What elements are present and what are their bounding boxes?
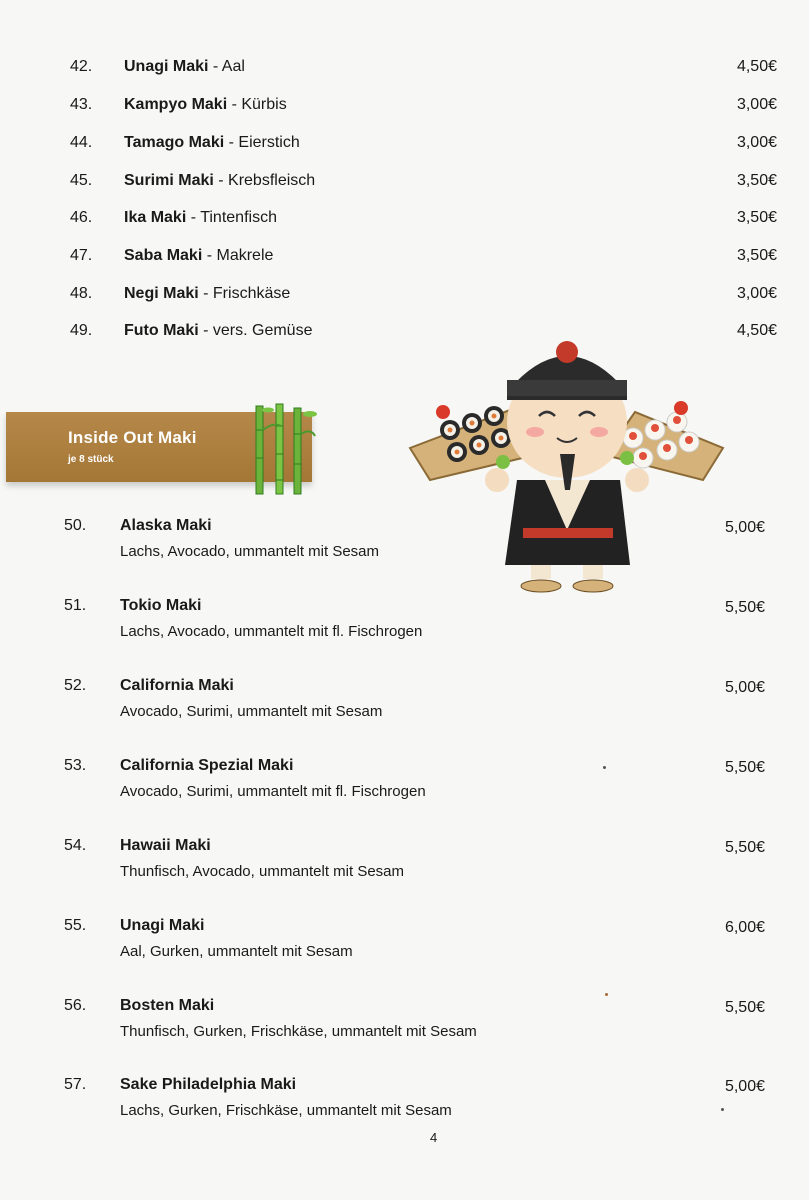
menu-item-row xyxy=(0,837,809,889)
menu-item-row xyxy=(0,93,809,117)
item-name: Unagi Maki xyxy=(120,917,205,934)
item-number: 48. xyxy=(70,285,93,302)
item-number: 47. xyxy=(70,247,93,264)
item-price: 5,00€ xyxy=(724,679,765,696)
item-title xyxy=(124,131,300,155)
item-description: Aal, Gurken, ummantelt mit Sesam xyxy=(120,943,353,960)
item-number: 51. xyxy=(64,597,87,614)
item-number: 49. xyxy=(70,322,93,339)
item-title xyxy=(124,169,315,193)
item-price: 6,00€ xyxy=(724,919,765,936)
item-description: Lachs, Avocado, ummantelt mit Sesam xyxy=(120,543,380,560)
item-price: 5,50€ xyxy=(724,599,765,616)
item-description: - Aal xyxy=(208,58,245,75)
item-price: 5,50€ xyxy=(724,839,765,856)
item-price: 4,50€ xyxy=(736,322,777,339)
item-name: Negi Maki xyxy=(124,285,199,302)
item-title xyxy=(124,319,312,343)
item-description: - Kürbis xyxy=(227,96,287,113)
item-number: 53. xyxy=(64,757,87,774)
item-number: 45. xyxy=(70,172,93,189)
menu-item-row xyxy=(0,597,809,649)
paper-speck xyxy=(605,993,608,996)
item-name: Alaska Maki xyxy=(120,517,212,534)
item-price: 3,00€ xyxy=(736,96,777,113)
item-name: Tamago Maki xyxy=(124,134,225,151)
item-number: 56. xyxy=(64,997,87,1014)
item-title xyxy=(124,55,245,79)
item-number: 50. xyxy=(64,517,87,534)
menu-item-row xyxy=(0,517,809,569)
item-description: - Krebsfleisch xyxy=(213,172,316,189)
item-price: 3,00€ xyxy=(736,285,777,302)
item-description: Lachs, Avocado, ummantelt mit fl. Fischrogen xyxy=(120,623,423,640)
item-name: California Maki xyxy=(120,677,234,694)
item-name: Futo Maki xyxy=(124,322,199,339)
item-number: 54. xyxy=(64,837,87,854)
item-name: Hawaii Maki xyxy=(120,837,211,854)
item-name: Unagi Maki xyxy=(124,58,209,75)
section-title: Inside Out Maki xyxy=(68,428,197,447)
item-title xyxy=(124,206,277,230)
menu-item-row xyxy=(0,917,809,969)
item-description: Thunfisch, Avocado, ummantelt mit Sesam xyxy=(120,863,405,880)
menu-item-row xyxy=(0,206,809,230)
paper-speck xyxy=(721,1108,724,1111)
bamboo-icon xyxy=(248,402,318,496)
menu-item-row xyxy=(0,997,809,1049)
item-price: 3,50€ xyxy=(736,172,777,189)
item-number: 44. xyxy=(70,134,93,151)
menu-item-row xyxy=(0,55,809,79)
item-price: 3,50€ xyxy=(736,247,777,264)
item-price: 5,50€ xyxy=(724,999,765,1016)
item-title xyxy=(124,282,290,306)
item-description: Thunfisch, Gurken, Frischkäse, ummantelt mit Sesam xyxy=(120,1023,477,1040)
item-description: - Eierstich xyxy=(224,134,300,151)
item-description: Avocado, Surimi, ummantelt mit fl. Fischrogen xyxy=(120,783,426,800)
item-name: Sake Philadelphia Maki xyxy=(120,1076,297,1093)
page-number: 4 xyxy=(430,1130,438,1145)
item-description: - Frischkäse xyxy=(198,285,291,302)
item-description: - Tintenfisch xyxy=(186,209,277,226)
item-name: Kampyo Maki xyxy=(124,96,228,113)
item-number: 55. xyxy=(64,917,87,934)
menu-item-row xyxy=(0,757,809,809)
item-description: - vers. Gemüse xyxy=(198,322,313,339)
item-description: - Makrele xyxy=(202,247,274,264)
section-subtitle: je 8 stück xyxy=(68,454,114,465)
item-number: 42. xyxy=(70,58,93,75)
item-name: Bosten Maki xyxy=(120,997,215,1014)
item-price: 5,00€ xyxy=(724,1078,765,1095)
menu-item-row xyxy=(0,282,809,306)
item-description: Lachs, Gurken, Frischkäse, ummantelt mit Sesam xyxy=(120,1102,452,1119)
item-name: Saba Maki xyxy=(124,247,203,264)
paper-speck xyxy=(603,766,606,769)
item-name: Surimi Maki xyxy=(124,172,214,189)
item-price: 3,50€ xyxy=(736,209,777,226)
item-description: Avocado, Surimi, ummantelt mit Sesam xyxy=(120,703,383,720)
item-number: 46. xyxy=(70,209,93,226)
menu-item-row xyxy=(0,1076,809,1128)
menu-item-row xyxy=(0,677,809,729)
menu-item-row xyxy=(0,244,809,268)
item-number: 57. xyxy=(64,1076,87,1093)
item-number: 43. xyxy=(70,96,93,113)
item-title xyxy=(124,244,273,268)
item-name: Tokio Maki xyxy=(120,597,202,614)
item-price: 3,00€ xyxy=(736,134,777,151)
menu-item-row xyxy=(0,169,809,193)
item-price: 5,00€ xyxy=(724,519,765,536)
item-name: California Spezial Maki xyxy=(120,757,294,774)
menu-item-row xyxy=(0,131,809,155)
item-name: Ika Maki xyxy=(124,209,187,226)
item-price: 5,50€ xyxy=(724,759,765,776)
item-title xyxy=(124,93,287,117)
item-price: 4,50€ xyxy=(736,58,777,75)
item-number: 52. xyxy=(64,677,87,694)
